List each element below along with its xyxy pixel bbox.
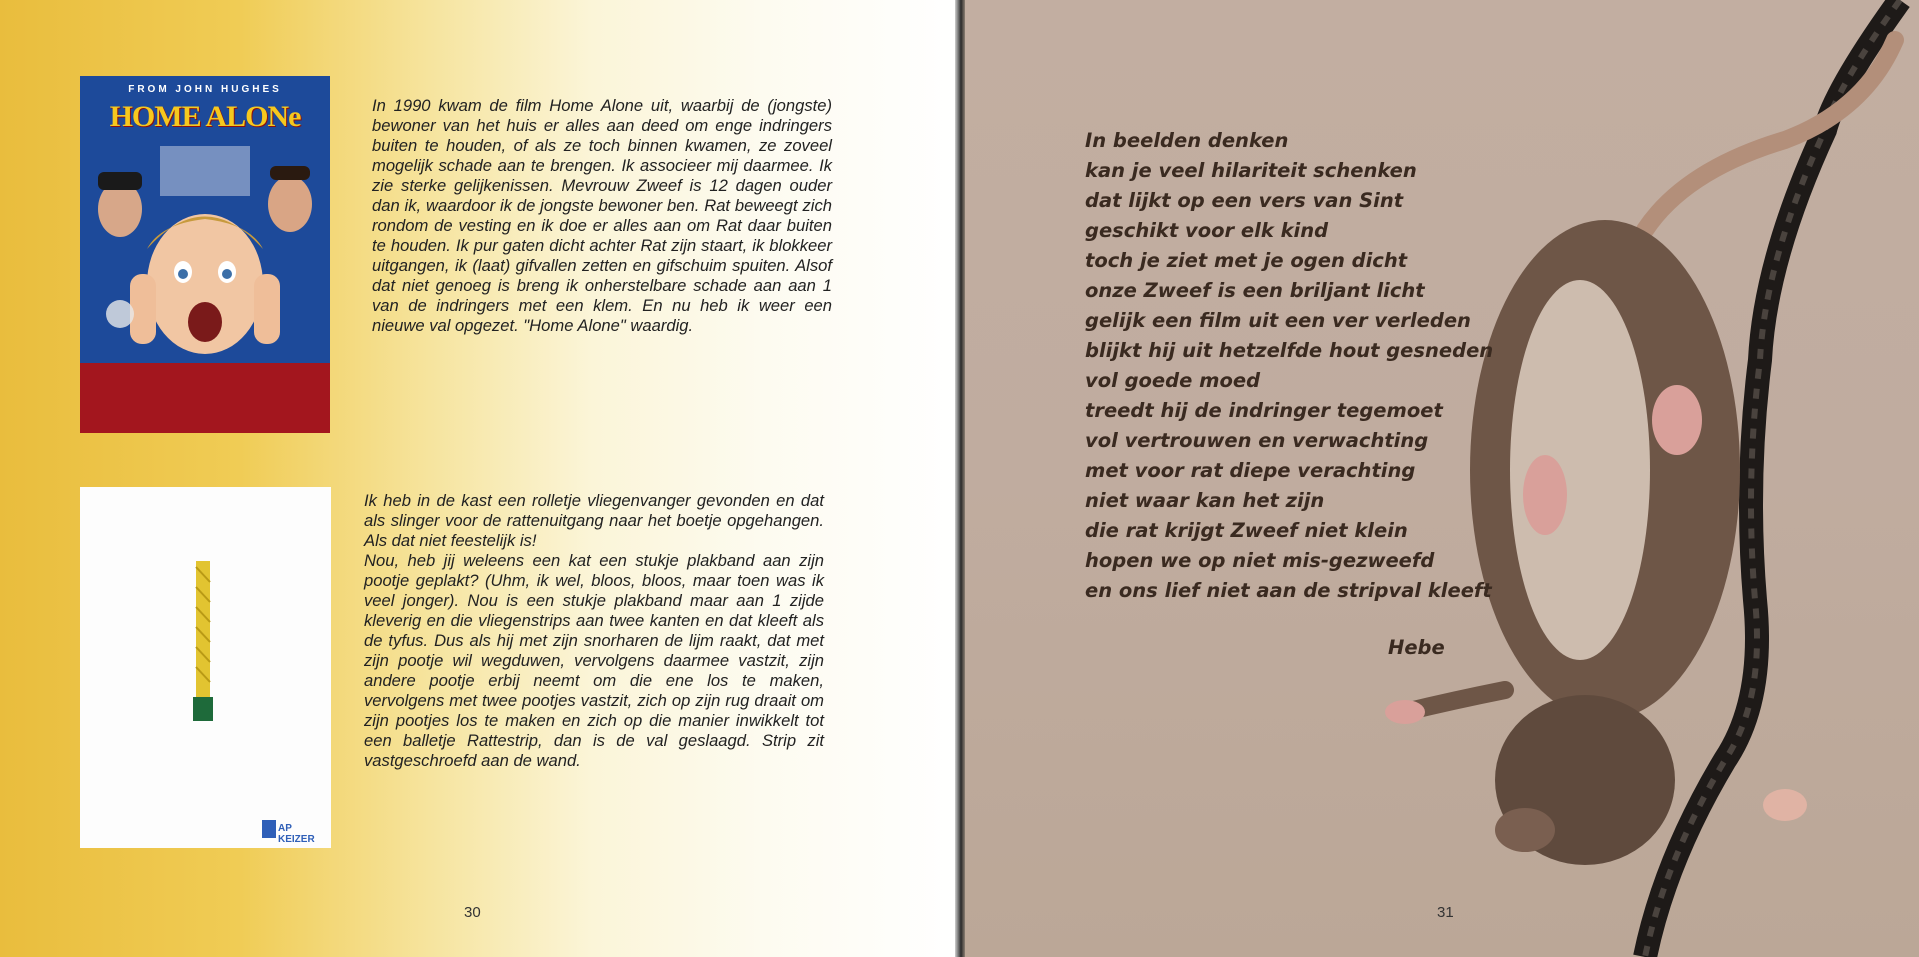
poem-line: en ons lief niet aan de stripval kleeft <box>1085 579 1492 602</box>
cover-topline: FROM JOHN HUGHES <box>128 84 282 95</box>
poem <box>1085 126 1505 606</box>
poem-line: toch je ziet met je ogen dicht <box>1085 249 1408 272</box>
book-gutter <box>955 0 965 957</box>
page-number-left: 30 <box>464 904 481 921</box>
poem-line: hopen we op niet mis-gezweefd <box>1085 549 1435 572</box>
cover-sweater <box>80 363 330 433</box>
poem-line: met voor rat diepe verachting <box>1085 459 1416 482</box>
flytrap-strip-icon <box>80 487 331 848</box>
poem-line: In beelden denken <box>1085 129 1289 152</box>
poem-line: blijkt hij uit hetzelfde hout gesneden <box>1085 339 1494 362</box>
poem-line: gelijk een film uit een ver verleden <box>1085 309 1471 332</box>
poem-line: vol goede moed <box>1085 369 1261 392</box>
paragraph-2a-text: Ik heb in de kast een rolletje vliegenvanger gevonden en dat als slinger voor de rattenuitgang naar het boetje opgehangen. Als dat niet feestelijk is! <box>364 491 824 550</box>
cover-artwork-icon <box>90 144 320 364</box>
paragraph-home-alone <box>372 96 832 336</box>
poem-line: die rat krijgt Zweef niet klein <box>1085 519 1408 542</box>
page-number-right: 31 <box>1437 904 1454 921</box>
left-page <box>0 0 955 957</box>
poem-line: vol vertrouwen en verwachting <box>1085 429 1429 452</box>
paragraph-2b-text: Nou, heb jij weleens een kat een stukje plakband aan zijn pootje geplakt? (Uhm, ik wel, bloos, bloos, maar toen was ik veel jonger). Nou is een stukje plakband maar aan 1 zijde kleverig en die vliegenstrips aan twee kanten en dat kleeft als de tyfus. Dus als hij met zijn snorharen de lijm raakt, dat met zijn pootje wil wegduwen, vervolgens daarmee vastzit, zijn andere pootje erbij neemt om die ene los te maken, vervolgens met twee pootjes vastzit, zich op zijn rug draait om zijn pootjes los te maken en zich op die manier inwikkelt tot een balletje Rattestrip, dan is de val geslaagd. Strip zit vastgeschroefd aan de wand. <box>364 551 824 770</box>
poem-line: geschikt voor elk kind <box>1085 219 1329 242</box>
poem-line: treedt hij de indringer tegemoet <box>1085 399 1443 422</box>
home-alone-cover-image <box>80 76 330 433</box>
flytrap-product-image <box>80 487 331 848</box>
poem-line: onze Zweef is een briljant licht <box>1085 279 1425 302</box>
cover-title: HOME ALONe <box>109 100 301 133</box>
poem-line: dat lijkt op een vers van Sint <box>1085 189 1404 212</box>
paragraph-flytrap <box>364 491 824 771</box>
poem-line: niet waar kan het zijn <box>1085 489 1325 512</box>
poem-line: kan je veel hilariteit schenken <box>1085 159 1417 182</box>
paragraph-1-text: In 1990 kwam de film Home Alone uit, waarbij de (jongste) bewoner van het huis er alles aan deed om enge indringers buiten te houden, of als ze toch binnen kwamen, ze zoveel mogelijk schade aan te brengen. Ik associeer mij daarmee. Ik zie sterke gelijkenissen. Mevrouw Zweef is 12 dagen ouder dan ik, waardoor ik de jongste bewoner ben. Rat beweegt zich rondom de vesting en ik doe er alles aan om Rat daar buiten te houden. Ik pur gaten dicht achter Rat zijn staart, ik blokkeer uitgangen, ik (laat) gifvallen zetten en gifschuim spuiten. Alsof dat niet genoeg is breng ik onherstelbare schade aan aan 1 van de indringers met een klem. En nu heb ik weer een nieuwe val opgezet. "Home Alone" waardig. <box>372 96 832 335</box>
flytrap-brand-label: AP KEIZER <box>278 823 315 845</box>
poem-author: Hebe <box>1388 636 1445 659</box>
